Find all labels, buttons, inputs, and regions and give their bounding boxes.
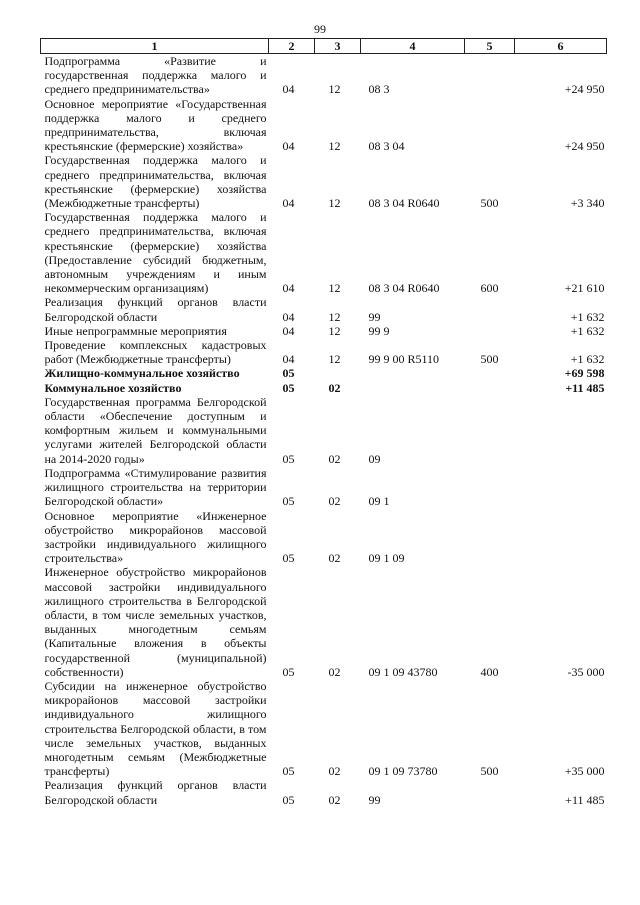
row-section: 05 (282, 764, 295, 779)
row-amount: +1 632 (570, 309, 605, 324)
row-amount: +11 485 (565, 380, 605, 395)
row-section: 04 (282, 82, 295, 97)
table-row (41, 509, 607, 566)
row-amount: +35 000 (564, 764, 605, 779)
row-subsection: 12 (328, 323, 341, 338)
row-subsection: 12 (328, 309, 341, 324)
row-subsection: 12 (328, 281, 341, 296)
row-name: Коммунальное хозяйство (44, 380, 182, 395)
row-section: 04 (282, 309, 295, 324)
row-expense-type (465, 366, 515, 380)
row-subsection: 02 (328, 494, 341, 509)
row-expense-type (465, 54, 515, 97)
row-amount (515, 466, 607, 509)
header-row (41, 39, 607, 54)
table-row (41, 153, 607, 210)
budget-table (40, 38, 607, 807)
row-subsection: 12 (328, 82, 341, 97)
row-amount (515, 509, 607, 566)
row-name: Государственная программа Белгородской области «Обеспечение доступным и комфортным жильем и коммунальными услугами жителей Белгородской области на 2014-2020 годы» (44, 394, 267, 466)
table-row (41, 366, 607, 380)
row-section: 05 (282, 551, 295, 566)
row-target-code: 08 3 04 (368, 139, 405, 154)
row-target-code: 08 3 04 R0640 (368, 281, 440, 296)
row-subsection: 12 (328, 196, 341, 211)
row-name: Подпрограмма «Стимулирование развития жилищного строительства на территории Белгородской области» (44, 465, 267, 509)
header-col-6: 6 (515, 39, 607, 54)
row-target-code: 99 (368, 309, 381, 324)
header-col-4: 4 (361, 39, 465, 54)
page-number: 99 (314, 22, 326, 36)
row-expense-type (465, 466, 515, 509)
row-subsection (315, 366, 361, 380)
row-section: 04 (282, 196, 295, 211)
row-expense-type: 400 (480, 664, 499, 679)
row-name: Реализация функций органов власти Белгородской области (44, 295, 267, 324)
row-expense-type (465, 778, 515, 806)
header-col-3: 3 (315, 39, 361, 54)
row-target-code: 99 9 00 R5110 (368, 352, 440, 367)
row-subsection: 02 (328, 664, 341, 679)
row-subsection: 12 (328, 139, 341, 154)
row-subsection: 02 (328, 551, 341, 566)
row-subsection: 02 (328, 451, 341, 466)
row-section: 04 (282, 139, 295, 154)
row-amount: +24 950 (564, 139, 605, 154)
row-name: Подпрограмма «Развитие и государственная поддержка малого и среднего предпринимательства» (44, 54, 267, 97)
row-name: Государственная поддержка малого и среднего предпринимательства, включая крестьянские (фермерские) хозяйства (Предоставление субсидий бюджетным, автономным учреждениям и иным некоммерческим организациям) (44, 210, 267, 296)
row-subsection: 02 (328, 792, 341, 807)
row-section: 05 (282, 792, 295, 807)
row-name: Жилищно-коммунальное хозяйство (44, 366, 240, 381)
row-amount: +21 610 (564, 281, 605, 296)
row-expense-type (465, 381, 515, 395)
row-name: Иные непрограммные мероприятия (44, 323, 227, 338)
row-amount: +1 632 (570, 323, 605, 338)
row-amount: +24 950 (564, 82, 605, 97)
row-name: Инженерное обустройство микрорайонов массовой застройки индивидуального жилищного строительства в Белгородской области, в том числе земельных участков, выданных многодетным семьям (Капитальные вложения в объекты государственной (муниципальной) собственности) (44, 565, 267, 679)
header-col-2: 2 (269, 39, 315, 54)
row-expense-type: 500 (480, 196, 499, 211)
table-row (41, 381, 607, 395)
row-name: Основное мероприятие «Инженерное обустройство микрорайонов массовой застройки индивидуального жилищного строительства» (44, 508, 267, 566)
table-header (41, 39, 607, 54)
row-target-code: 99 9 (368, 323, 390, 338)
row-expense-type: 600 (480, 281, 499, 296)
row-target-code: 08 3 (368, 82, 390, 97)
row-expense-type (465, 97, 515, 154)
row-target-code: 09 1 09 73780 (368, 764, 438, 779)
row-expense-type: 500 (480, 764, 499, 779)
table-row (41, 778, 607, 806)
row-section: 05 (282, 380, 295, 395)
table-row (41, 565, 607, 679)
row-expense-type: 500 (480, 352, 499, 367)
row-name: Реализация функций органов власти Белгородской области (44, 778, 267, 807)
row-amount: +3 340 (570, 196, 605, 211)
row-amount: -35 000 (567, 664, 605, 679)
table-row (41, 679, 607, 778)
row-target-code: 09 (368, 451, 381, 466)
row-subsection: 02 (328, 380, 341, 395)
table-row (41, 466, 607, 509)
row-section: 05 (282, 664, 295, 679)
header-col-5: 5 (465, 39, 515, 54)
row-section: 05 (282, 366, 295, 381)
row-section: 04 (282, 352, 295, 367)
row-expense-type (465, 395, 515, 466)
row-target-code: 09 1 (368, 494, 390, 509)
row-expense-type (465, 295, 515, 323)
row-amount (515, 395, 607, 466)
row-expense-type (465, 324, 515, 338)
row-section: 04 (282, 281, 295, 296)
row-name: Государственная поддержка малого и среднего предпринимательства, включая крестьянские (фермерские) хозяйства (Межбюджетные трансферты) (44, 153, 267, 211)
row-target-code: 99 (368, 792, 381, 807)
row-name: Проведение комплексных кадастровых работ (Межбюджетные трансферты) (44, 338, 267, 367)
table-row (41, 210, 607, 295)
row-section: 05 (282, 451, 295, 466)
row-subsection: 12 (328, 352, 341, 367)
row-amount: +1 632 (570, 352, 605, 367)
row-amount: +11 485 (565, 792, 605, 807)
table-row (41, 338, 607, 366)
table-row (41, 295, 607, 323)
table-row (41, 395, 607, 466)
row-subsection: 02 (328, 764, 341, 779)
row-name: Субсидии на инженерное обустройство микрорайонов массовой застройки индивидуального жилищного строительства Белгородской области, в том числе земельных участков, выданных многодетным семьям (Межбюджетные трансферты) (44, 678, 267, 779)
row-amount: +69 598 (564, 366, 605, 381)
row-expense-type (465, 509, 515, 566)
row-section: 04 (282, 323, 295, 338)
row-target-code (361, 381, 465, 395)
table-row (41, 97, 607, 154)
row-name: Основное мероприятие «Государственная поддержка малого и среднего предпринимательства, включая крестьянские (фермерские) хозяйства» (44, 96, 267, 154)
row-target-code (361, 366, 465, 380)
table-body (41, 54, 607, 807)
row-target-code: 08 3 04 R0640 (368, 196, 440, 211)
table-row (41, 324, 607, 338)
row-target-code: 09 1 09 (368, 551, 405, 566)
row-section: 05 (282, 494, 295, 509)
header-col-1: 1 (41, 39, 269, 54)
row-target-code: 09 1 09 43780 (368, 664, 438, 679)
table-row (41, 54, 607, 97)
